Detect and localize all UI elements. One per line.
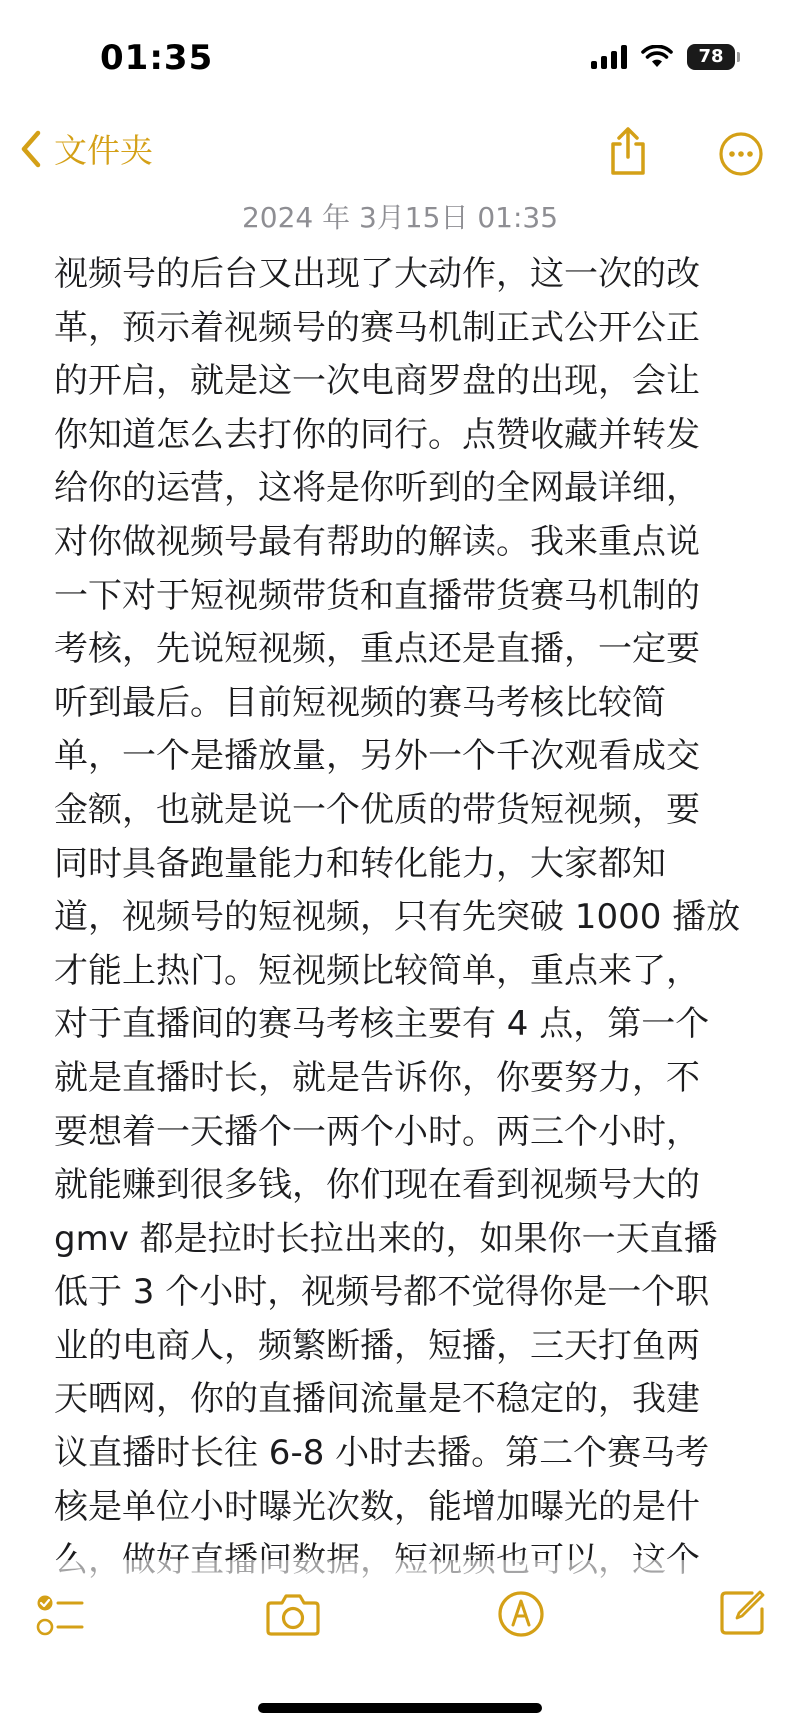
camera-button[interactable] — [265, 1591, 321, 1641]
note-line: 对你做视频号最有帮助的解读。我来重点说 — [54, 521, 700, 562]
share-icon — [605, 125, 651, 177]
note-line: 天晒网，你的直播间流量是不稳定的，我建 — [54, 1379, 700, 1420]
status-time: 01:35 — [100, 38, 214, 78]
compose-button[interactable] — [718, 1589, 766, 1641]
note-line: 对于直播间的赛马考核主要有 4 点，第一个 — [54, 1004, 710, 1045]
battery-icon: 78 — [687, 44, 735, 70]
note-line: 同时具备跑量能力和转化能力，大家都知 — [54, 843, 666, 884]
note-line: 你知道怎么去打你的同行。点赞收藏并转发 — [54, 414, 700, 455]
note-line: 考核，先说短视频，重点还是直播，一定要 — [54, 629, 700, 670]
note-line: 听到最后。目前短视频的赛马考核比较简 — [54, 682, 666, 723]
markup-button[interactable] — [496, 1589, 546, 1643]
status-icons — [591, 44, 735, 70]
note-line: 业的电商人，频繁断播，短播，三天打鱼两 — [54, 1325, 700, 1366]
note-line: 就是直播时长，就是告诉你，你要努力，不 — [54, 1057, 700, 1098]
note-line: gmv 都是拉时长拉出来的，如果你一天直播 — [54, 1218, 718, 1259]
wifi-icon — [641, 45, 673, 69]
note-date: 2024 年 3月15日 01:35 — [241, 201, 559, 234]
note-line: 就能赚到很多钱，你们现在看到视频号大的 — [54, 1165, 700, 1206]
note-line: 革，预示着视频号的赛马机制正式公开公正 — [54, 307, 700, 348]
back-label: 文件夹 — [54, 131, 153, 170]
status-bar — [0, 0, 800, 110]
home-indicator[interactable] — [258, 1703, 542, 1713]
note-line: 视频号的后台又出现了大动作，这一次的改 — [54, 254, 700, 294]
markup-pen-icon — [496, 1589, 546, 1639]
share-button[interactable] — [605, 125, 651, 181]
note-line: 核是单位小时曝光次数，能增加曝光的是什 — [54, 1486, 700, 1527]
camera-icon — [265, 1591, 321, 1637]
nav-bar — [0, 115, 800, 195]
checklist-button[interactable] — [36, 1593, 86, 1643]
note-body[interactable] — [54, 248, 754, 1588]
note-line: 的开启，就是这一次电商罗盘的出现，会让 — [54, 361, 700, 402]
note-line: 要想着一天播个一两个小时。两三个小时， — [54, 1111, 700, 1152]
checklist-icon — [36, 1593, 86, 1639]
note-line: 一下对于短视频带货和直播带货赛马机制的 — [54, 575, 700, 616]
cellular-signal-icon — [591, 45, 627, 69]
note-line: 给你的运营，这将是你听到的全网最详细， — [54, 468, 700, 509]
bottom-toolbar — [0, 1585, 800, 1655]
more-button[interactable] — [718, 131, 764, 181]
back-button[interactable] — [18, 125, 153, 172]
note-line: 金额，也就是说一个优质的带货短视频，要 — [54, 789, 700, 830]
compose-icon — [718, 1589, 766, 1637]
chevron-left-icon — [18, 129, 44, 169]
more-icon — [718, 131, 764, 177]
note-line: 道，视频号的短视频，只有先突破 1000 播放 — [54, 897, 741, 938]
note-line: 单，一个是播放量，另外一个千次观看成交 — [54, 736, 700, 777]
note-line: 低于 3 个小时，视频号都不觉得你是一个职 — [54, 1272, 710, 1313]
note-line: 才能上热门。短视频比较简单，重点来了， — [54, 950, 700, 991]
note-line: 议直播时长往 6-8 小时去播。第二个赛马考 — [54, 1433, 710, 1474]
